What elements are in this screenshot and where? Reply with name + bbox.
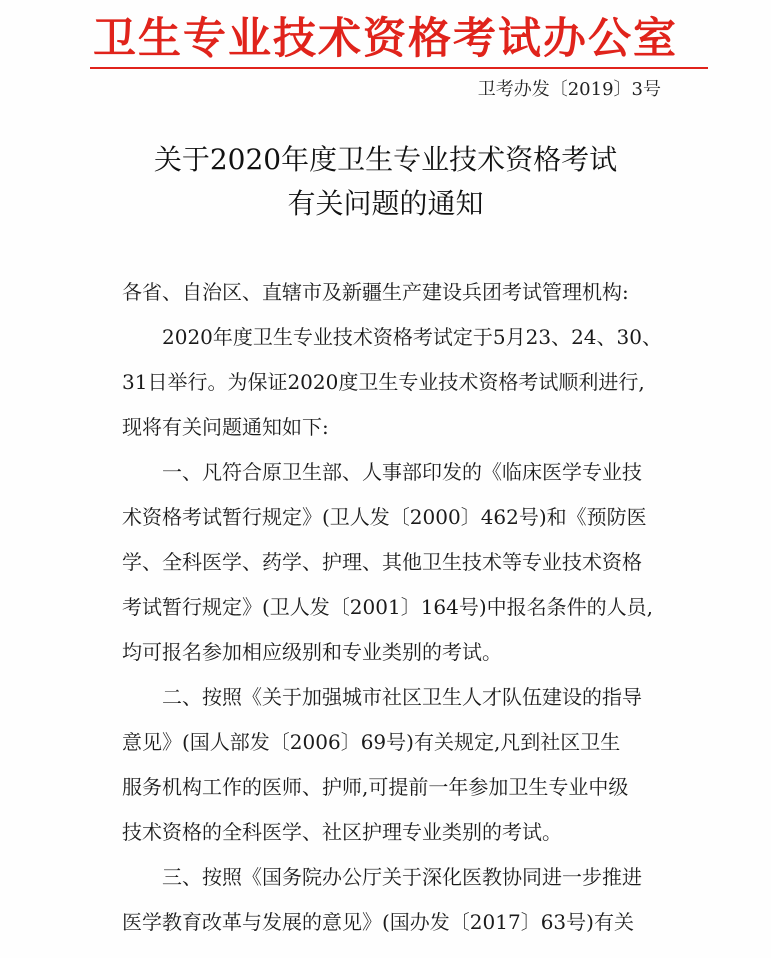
body-line: 医学教育改革与发展的意见》(国办发〔2017〕63号)有关 [122,910,634,934]
body-line: 均可报名参加相应级别和专业类别的考试。 [122,640,502,664]
document-body [122,270,692,945]
body-line: 二、按照《关于加强城市社区卫生人才队伍建设的指导 [162,685,642,709]
issuing-office-header: 卫生专业技术资格考试办公室 [93,14,678,64]
body-line: 2020年度卫生专业技术资格考试定于5月23、24、30、 [162,325,662,349]
body-line: 三、按照《国务院办公厅关于深化医教协同进一步推进 [162,865,642,889]
body-line: 服务机构工作的医师、护师,可提前一年参加卫生专业中级 [122,775,629,799]
body-line: 考试暂行规定》(卫人发〔2001〕164号)中报名条件的人员, [122,595,654,619]
title-line-1: 关于2020年度卫生专业技术资格考试 [153,143,618,176]
header-red-rule [90,67,708,69]
body-line: 现将有关问题通知如下: [122,415,329,439]
body-line: 技术资格的全科医学、社区护理专业类别的考试。 [122,820,562,844]
body-line: 一、凡符合原卫生部、人事部印发的《临床医学专业技 [162,460,642,484]
body-line: 学、全科医学、药学、护理、其他卫生技术等专业技术资格 [122,550,642,574]
body-line: 术资格考试暂行规定》(卫人发〔2000〕462号)和《预防医 [122,505,647,529]
document-number: 卫考办发〔2019〕3号 [477,79,661,100]
body-line: 意见》(国人部发〔2006〕69号)有关规定,凡到社区卫生 [122,730,621,754]
document-title [0,138,771,226]
body-line: 31日举行。为保证2020度卫生专业技术资格考试顺利进行, [122,370,645,394]
title-line-2: 有关问题的通知 [287,187,484,220]
salutation: 各省、自治区、直辖市及新疆生产建设兵团考试管理机构: [122,280,629,304]
